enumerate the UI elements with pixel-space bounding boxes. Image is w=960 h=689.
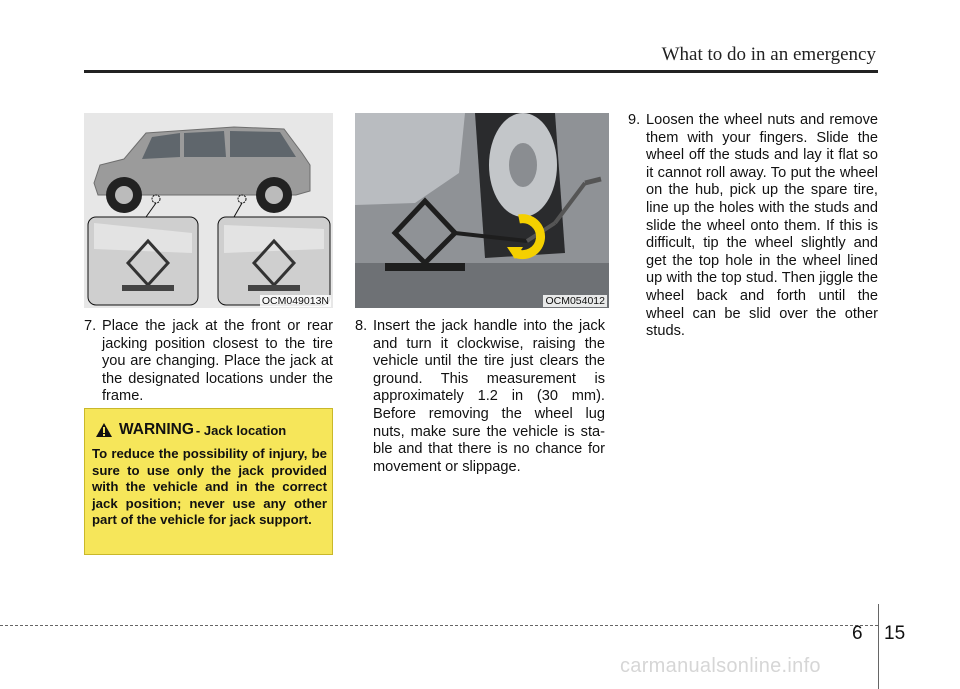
car-jacking-figure: [84, 113, 333, 308]
warning-subtitle: - Jack location: [195, 422, 287, 438]
step-number: 8.: [355, 318, 368, 334]
section-number: 6: [852, 623, 863, 644]
warning-body: To reduce the possibility of injury, be sure to use only the jack provided with the vehicle and in the correct jack position; never use any other part of the vehicle for jack support.: [92, 446, 327, 527]
watermark: carmanualsonline.info: [620, 655, 821, 677]
step-number: 9.: [628, 112, 641, 128]
figure-code: OCM049013N: [261, 295, 329, 307]
step-text: Place the jack at the front or rear jacking position closest to the tire you are changing. Place the jack at the designated locations under the frame.: [102, 318, 333, 405]
warning-box: [84, 408, 333, 555]
figure-code: OCM054012: [545, 295, 605, 307]
step-number: 7.: [84, 318, 97, 334]
car-jacking-illustration: [84, 113, 333, 308]
jack-handle-illustration: [355, 113, 609, 308]
step-7: [84, 318, 333, 406]
footer-divider: [878, 604, 879, 689]
page-header-title: What to do in an emergency: [661, 44, 876, 65]
step-text: Insert the jack handle into the jack and turn it clockwise, raising the vehicle until the tire just clears the ground. This measurement is approximately 1.2 in (30 mm). Before removing the wheel lug nuts, make sure the vehicle is sta-ble and that there is no chance for movement or slippage.: [373, 318, 605, 475]
jack-handle-figure: [355, 113, 609, 308]
step-8: [355, 318, 605, 476]
step-text: Loosen the wheel nuts and remove them with your fingers. Slide the wheel off the studs and lay it flat so it cannot roll away. To put the wheel on the hub, pick up the spare tire, line up the holes with the studs and slide the wheel onto them. If this is difficult, tip the wheel slightly and get the top hole in the wheel lined up with the top stud. Then jiggle the wheel back and forth until the wheel can be slid over the other studs.: [646, 112, 878, 340]
header-rule: [84, 70, 878, 73]
page-number: 15: [884, 623, 906, 644]
warning-triangle-icon: [95, 422, 113, 438]
warning-heading: [95, 421, 286, 439]
warning-title: WARNING: [119, 421, 194, 438]
step-9: [628, 112, 878, 341]
footer-rule: [0, 625, 878, 626]
